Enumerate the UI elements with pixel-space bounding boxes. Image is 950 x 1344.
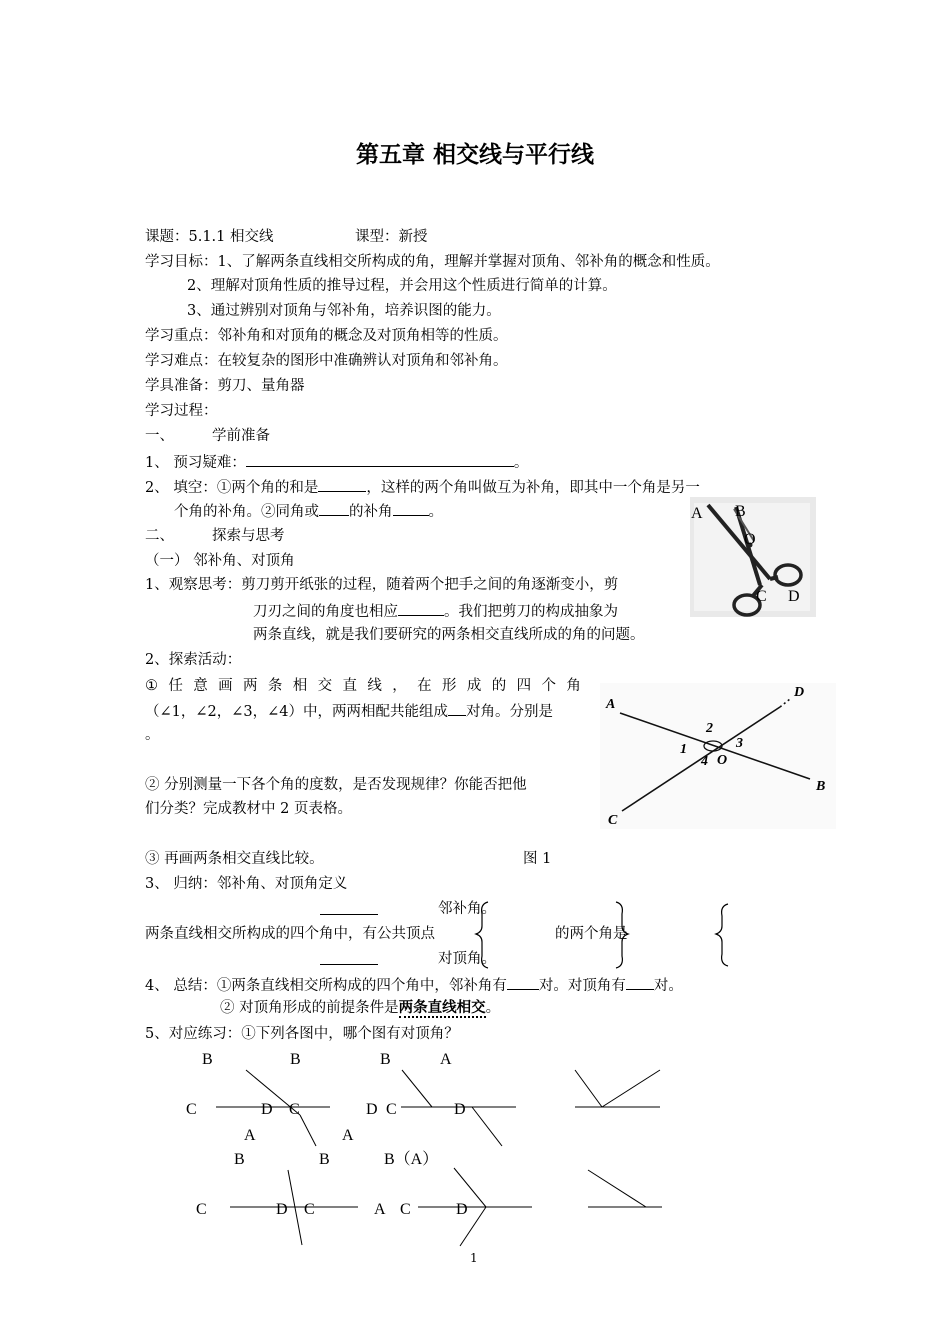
fig1-label-b: B (816, 779, 826, 794)
fig1-label-c: C (608, 813, 618, 828)
fig1-angle-4: 4 (701, 754, 708, 769)
question-1 (145, 452, 528, 472)
question-1-end: 。 (513, 455, 529, 471)
ex-r2-label: B (319, 1151, 330, 1168)
explore-line-3: 。 (145, 727, 160, 743)
lesson-topic: 课题：5.1.1 相交线 (145, 229, 274, 245)
blank-field[interactable] (318, 477, 366, 492)
conclude-f: 。 (485, 1000, 501, 1016)
ex-r2-label: B（A） (384, 1151, 439, 1168)
conclude-line-1 (145, 975, 683, 995)
ex-r2-label: D (276, 1201, 288, 1218)
fig1-angle-1: 1 (680, 742, 687, 757)
blank-field[interactable] (320, 950, 378, 965)
summary-of: 的两个角是 (555, 926, 628, 942)
char: 的 (491, 678, 507, 694)
char: 直 (342, 678, 357, 694)
ex-r1-label: B (290, 1051, 301, 1068)
ex-r1-label: C (386, 1101, 397, 1118)
exercise-figures (170, 1040, 690, 1250)
section-1-title: 学前准备 (212, 428, 270, 444)
char: ， (392, 678, 407, 694)
char: 任 (168, 678, 183, 694)
ex-r2-label: B (234, 1151, 245, 1168)
blank-field[interactable] (393, 501, 429, 516)
explore-l2b: 对角。分别是 (466, 704, 553, 720)
ex-r1-label: B (202, 1051, 213, 1068)
page-number: 1 (470, 1251, 478, 1265)
practice-label: 5、对应练习：①下列各图中，哪个图有对顶角？ (145, 1026, 459, 1042)
ex-r2-label: C (196, 1201, 207, 1218)
conclude-d: ② 对顶角形成的前提条件是 (220, 1000, 399, 1016)
goal-1: 学习目标：1、了解两条直线相交所构成的角，理解并掌握对顶角、邻补角的概念和性质。 (145, 254, 720, 270)
summary-adjacent: 邻补角。 (438, 901, 496, 917)
difficulty: 学习难点：在较复杂的图形中准确辨认对顶角和邻补角。 (145, 353, 508, 369)
observe-line-3: 两条直线，就是我们要研究的两条相交直线所成的角的问题。 (253, 627, 645, 643)
observe-line-1: 1、观察思考：剪刀剪开纸张的过程，随着两个把手之间的角逐渐变小，剪 (145, 577, 619, 593)
char: 相 (292, 678, 308, 694)
fig1-label-o: O (717, 753, 728, 768)
summary-label: 3、 归纳：邻补角、对顶角定义 (145, 876, 348, 892)
question-2-d: 的补角 (349, 504, 393, 520)
question-2-a: 2、 填空：①两个角的和是 (145, 480, 319, 496)
goal-2: 2、理解对顶角性质的推导过程，并会用这个性质进行简单的计算。 (187, 278, 617, 294)
char: 条 (267, 678, 283, 694)
observe-line-2 (253, 601, 618, 621)
process: 学习过程： (145, 403, 218, 419)
scissors-label-b: B (735, 503, 746, 520)
summary-main: 两条直线相交所构成的四个角中，有公共顶点 (145, 926, 435, 942)
question-1-label: 1、 预习疑难： (145, 455, 246, 471)
char: ① (145, 678, 158, 694)
ex-r2-label: C (400, 1201, 411, 1218)
char: 线 (367, 678, 382, 694)
blank-field[interactable] (320, 900, 378, 915)
goal-3: 3、通过辨别对顶角与邻补角，培养识图的能力。 (187, 303, 501, 319)
ex-r2-label: D (456, 1201, 468, 1218)
question-2-e: 。 (428, 504, 443, 520)
ex-r1-label: A (244, 1127, 256, 1144)
conclude-a: 4、 总结：①两条直线相交所构成的四个角中，邻补角有 (145, 978, 507, 994)
blank-field[interactable] (448, 701, 466, 716)
tools: 学具准备：剪刀、量角器 (145, 378, 305, 394)
blank-field[interactable] (246, 452, 514, 467)
ex-r1-label: D (454, 1101, 466, 1118)
conclude-emphasis: 两条直线相交 (398, 999, 486, 1016)
scissors-figure (690, 497, 816, 617)
char: 交 (317, 678, 333, 694)
scissors-label-o: O (744, 531, 756, 548)
ex-r1-label: D (366, 1101, 378, 1118)
key-points: 学习重点：邻补角和对顶角的概念及对顶角相等的性质。 (145, 328, 508, 344)
fig1-angle-2: 2 (706, 721, 713, 736)
section-2-num: 二、 (145, 528, 174, 544)
question-2-c: 个角的补角。②同角或 (174, 504, 319, 520)
char: 在 (417, 678, 432, 694)
question-2-b: ，这样的两个角叫做互为补角，即其中一个角是另一 (366, 480, 700, 496)
char: 角 (566, 678, 581, 694)
scissors-label-a: A (691, 505, 703, 522)
explore-line-6: ③ 再画两条相交直线比较。 (145, 851, 324, 867)
ex-r1-label: C (289, 1101, 300, 1118)
fig1-angle-3: 3 (736, 736, 743, 751)
figure-1 (600, 683, 836, 829)
section-1-num: 一、 (145, 428, 174, 444)
ex-r1-label: A (342, 1127, 354, 1144)
question-2-line-2 (174, 501, 443, 521)
figure-1-caption: 图 1 (523, 851, 552, 867)
blank-field[interactable] (398, 601, 444, 616)
explore-l2a: （∠1，∠2，∠3，∠4）中，两两相配共能组成 (145, 704, 448, 720)
ex-r1-label: A (440, 1051, 452, 1068)
blank-field[interactable] (507, 975, 539, 990)
fig1-label-a: A (606, 697, 616, 712)
page-title: 第五章 相交线与平行线 (355, 142, 594, 168)
explore-line-5: 们分类？完成教材中 2 页表格。 (145, 801, 352, 817)
char: 四 (516, 678, 532, 694)
section-2-title: 探索与思考 (212, 528, 285, 544)
blank-field[interactable] (319, 501, 349, 516)
char: 画 (218, 678, 233, 694)
char: 意 (193, 678, 208, 694)
scissors-label-c: C (756, 588, 767, 605)
summary-vertical: 对顶角。 (438, 951, 496, 967)
lesson-type: 课型：新授 (355, 229, 428, 245)
char: 成 (466, 678, 482, 694)
conclude-b: 对。对顶角有 (538, 978, 626, 994)
ex-r1-label: D (261, 1101, 273, 1118)
ex-r2-label: A (374, 1201, 386, 1218)
scissors-label-d: D (788, 588, 800, 605)
char: 个 (541, 678, 556, 694)
ex-r1-label: C (186, 1101, 197, 1118)
explore-line-1 (145, 677, 581, 695)
blank-field[interactable] (626, 975, 654, 990)
observe-b: 刀刃之间的角度也相应 (253, 604, 398, 620)
explore-label: 2、探索活动： (145, 652, 242, 668)
fig1-label-d: D (794, 685, 805, 700)
explore-line-4: ② 分别测量一下各个角的度数，是否发现规律？你能否把他 (145, 777, 527, 793)
summary-braces (470, 900, 770, 970)
ex-r2-label: C (304, 1201, 315, 1218)
char: 两 (243, 678, 258, 694)
conclude-line-2 (220, 999, 500, 1017)
subsection-1: （一） 邻补角、对顶角 (145, 553, 295, 569)
observe-c: 。我们把剪刀的构成抽象为 (444, 604, 618, 620)
char: 形 (442, 678, 457, 694)
conclude-c: 对。 (653, 978, 683, 994)
explore-line-2 (145, 701, 553, 721)
ex-r1-label: B (380, 1051, 391, 1068)
question-2-line-1 (145, 477, 700, 497)
